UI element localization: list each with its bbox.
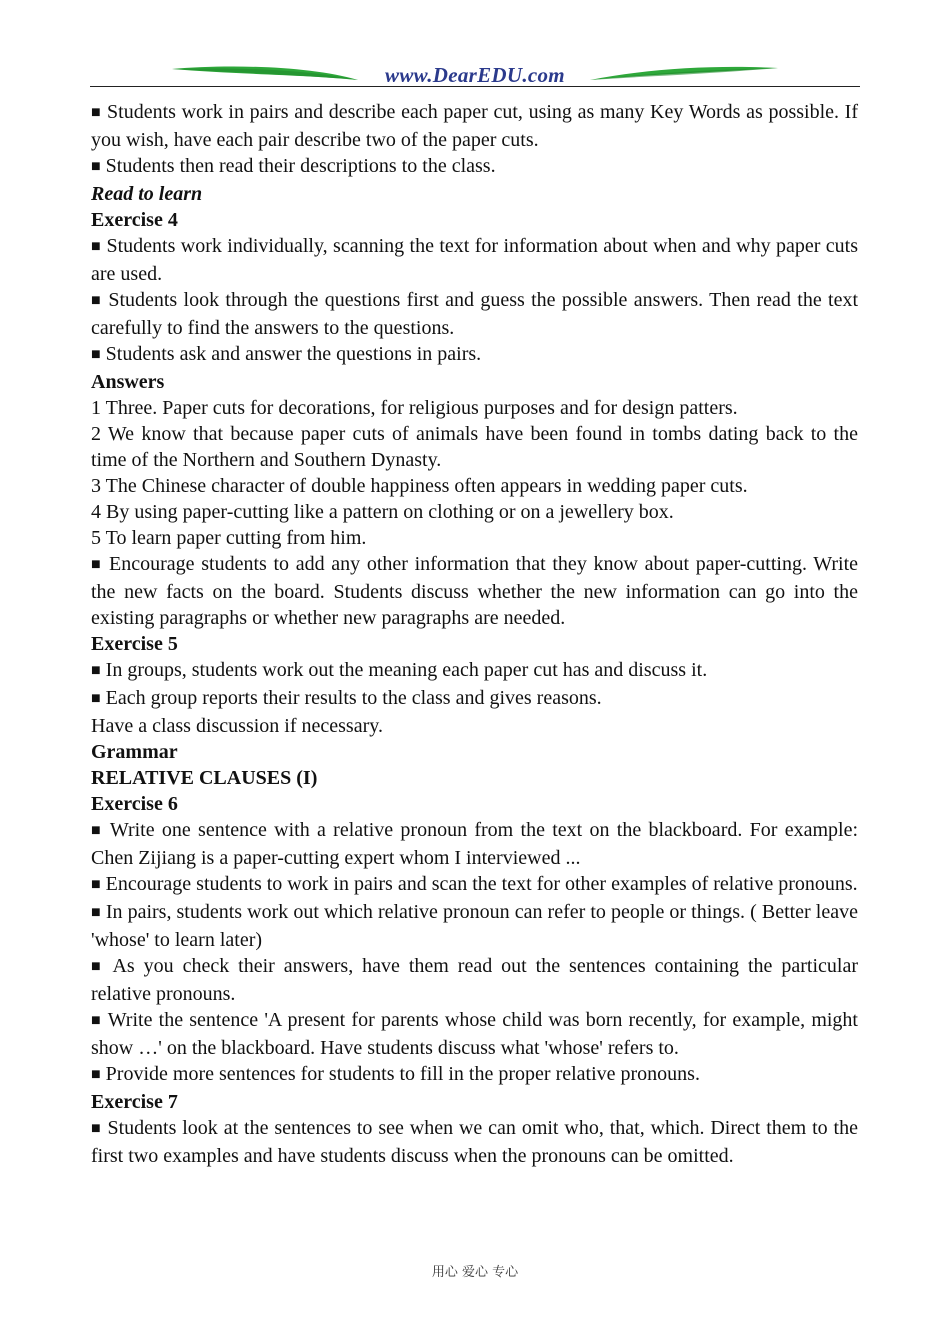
paragraph-text: Students look at the sentences to see when we can omit who, that, which. Direct them to the first two examples and have students discuss when the pronouns can be omitted. [91, 1117, 858, 1167]
bullet-paragraph [91, 341, 858, 369]
section-heading: Answers [91, 371, 165, 393]
bullet-paragraph [91, 685, 858, 713]
header-divider [90, 86, 860, 87]
bullet-paragraph [91, 287, 858, 341]
bullet-paragraph [91, 1115, 858, 1169]
section-heading: Exercise 6 [91, 793, 178, 815]
black-square-icon: ■ [91, 1120, 102, 1137]
paragraph: 1 Three. Paper cuts for decorations, for religious purposes and for design patters. [91, 397, 738, 419]
bullet-paragraph [91, 871, 858, 899]
black-square-icon: ■ [91, 158, 101, 175]
section-heading: Exercise 4 [91, 209, 178, 231]
page-footer: 用心 爱心 专心 [431, 1265, 519, 1280]
black-square-icon: ■ [91, 958, 105, 975]
section-heading: Exercise 7 [91, 1091, 178, 1113]
document-body [91, 99, 858, 1169]
bullet-paragraph [91, 551, 858, 631]
black-square-icon: ■ [91, 1066, 101, 1083]
bullet-paragraph [91, 153, 858, 181]
paragraph: 4 By using paper-cutting like a pattern on clothing or on a jewellery box. [91, 501, 674, 523]
black-square-icon: ■ [91, 292, 102, 309]
paragraph-text: Encourage students to add any other information that they know about paper-cutting. Write the new facts on the board. Students discuss whether the new information can go into the existing paragraphs or whether new paragraphs are needed. [91, 553, 859, 629]
bullet-paragraph [91, 99, 858, 153]
paragraph-text: Each group reports their results to the class and gives reasons. [100, 687, 602, 709]
paragraph-text: As you check their answers, have them read out the sentences containing the particular relative pronouns. [91, 955, 858, 1005]
section-heading: Grammar [91, 741, 178, 763]
paragraph-text: Students then read their descriptions to the class. [100, 155, 496, 177]
section-heading: Exercise 5 [91, 633, 178, 655]
bullet-paragraph [91, 1007, 858, 1061]
black-square-icon: ■ [91, 346, 101, 363]
paragraph: 5 To learn paper cutting from him. [91, 527, 367, 549]
bullet-paragraph [91, 899, 858, 953]
black-square-icon: ■ [91, 556, 103, 573]
paragraph: 2 We know that because paper cuts of animals have been found in tombs dating back to the time of the Northern and Southern Dynasty. [91, 423, 858, 471]
paragraph: Have a class discussion if necessary. [91, 715, 383, 737]
paragraph: 3 The Chinese character of double happiness often appears in wedding paper cuts. [91, 475, 748, 497]
black-square-icon: ■ [91, 690, 101, 707]
bullet-paragraph [91, 817, 858, 871]
black-square-icon: ■ [91, 1012, 102, 1029]
paragraph-text: Write the sentence 'A present for parents whose child was born recently, for example, might show …' on the blackboard. Have students discuss what 'whose' refers to. [91, 1009, 858, 1059]
paragraph-text: Write one sentence with a relative pronoun from the text on the blackboard. For example: Chen Zijiang is a paper-cutting expert whom I interviewed ... [91, 819, 858, 869]
bullet-paragraph [91, 953, 858, 1007]
site-url[interactable]: www.DearEDU.com [385, 63, 565, 87]
section-heading: RELATIVE CLAUSES (I) [91, 767, 318, 789]
paragraph-text: Students work in pairs and describe each paper cut, using as many Key Words as possible. If you wish, have each pair describe two of the paper cuts. [91, 101, 858, 151]
black-square-icon: ■ [91, 904, 101, 921]
bullet-paragraph [91, 657, 858, 685]
section-heading: Read to learn [91, 183, 203, 205]
paragraph-text: Provide more sentences for students to fill in the proper relative pronouns. [100, 1063, 700, 1085]
paragraph-text: In pairs, students work out which relative pronoun can refer to people or things. ( Better leave 'whose' to learn later) [91, 901, 858, 951]
paragraph-text: In groups, students work out the meaning each paper cut has and discuss it. [100, 659, 708, 681]
black-square-icon: ■ [91, 238, 102, 255]
paragraph-text: Encourage students to work in pairs and scan the text for other examples of relative pronouns. [100, 873, 858, 895]
black-square-icon: ■ [91, 104, 102, 121]
paragraph-text: Students work individually, scanning the text for information about when and why paper cuts are used. [91, 235, 859, 285]
bullet-paragraph [91, 1061, 858, 1089]
black-square-icon: ■ [91, 876, 101, 893]
bullet-paragraph [91, 233, 858, 287]
black-square-icon: ■ [91, 822, 103, 839]
paragraph-text: Students look through the questions first and guess the possible answers. Then read the text carefully to find the answers to the questions. [91, 289, 859, 339]
paragraph-text: Students ask and answer the questions in pairs. [100, 343, 482, 365]
black-square-icon: ■ [91, 662, 101, 679]
